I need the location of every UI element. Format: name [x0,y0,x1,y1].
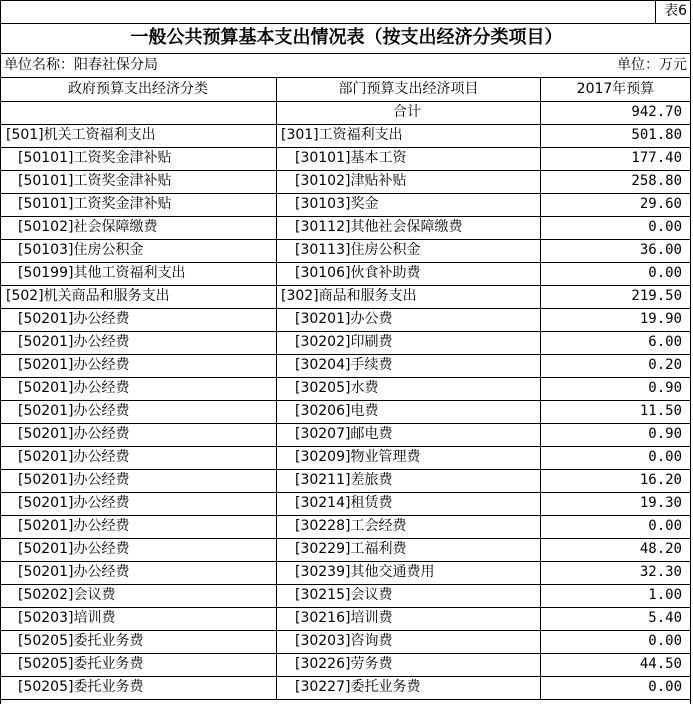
budget-value-cell: 5.40 [648,610,682,626]
gov-class-cell: [50205]委托业务费 [18,633,144,649]
grid-line [690,0,691,704]
dept-item-cell: [30229]工福利费 [295,541,407,557]
gov-class-cell: [50102]社会保障缴费 [18,219,158,235]
grid-line [0,0,690,1]
budget-value-cell: 177.40 [631,150,682,166]
gov-class-cell: [50201]办公经费 [18,334,130,350]
dept-item-cell: [301]工资福利支出 [281,127,403,143]
gov-class-cell: [50202]会议费 [18,587,116,603]
gov-class-cell: [502]机关商品和服务支出 [6,288,170,304]
budget-value-cell: 501.80 [631,127,682,143]
budget-value-cell: 0.00 [648,219,682,235]
budget-value-cell: 0.00 [648,449,682,465]
dept-item-cell: [30205]水费 [295,380,379,396]
budget-value-cell: 48.20 [639,541,682,557]
dept-item-cell: [30101]基本工资 [295,150,407,166]
grid-line [0,0,1,704]
total-value: 942.70 [631,104,682,120]
gov-class-cell: [50201]办公经费 [18,564,130,580]
header-gov-class: 政府预算支出经济分类 [68,81,208,97]
grid-line [0,699,690,700]
unit-currency: 单位：万元 [617,57,687,73]
dept-item-cell: [30228]工会经费 [295,518,407,534]
dept-item-cell: [30227]委托业务费 [295,679,421,695]
dept-item-cell: [30102]津贴补贴 [295,173,407,189]
dept-item-cell: [30204]手续费 [295,357,393,373]
gov-class-cell: [50201]办公经费 [18,472,130,488]
gov-class-cell: [50199]其他工资福利支出 [18,265,186,281]
gov-class-cell: [50101]工资奖金津补贴 [18,173,172,189]
gov-class-cell: [50205]委托业务费 [18,656,144,672]
dept-item-cell: [30207]邮电费 [295,426,393,442]
dept-item-cell: [30112]其他社会保障缴费 [295,219,463,235]
budget-value-cell: 29.60 [639,196,682,212]
budget-value-cell: 219.50 [631,288,682,304]
budget-value-cell: 44.50 [639,656,682,672]
dept-item-cell: [30206]电费 [295,403,379,419]
budget-value-cell: 0.90 [648,426,682,442]
gov-class-cell: [50205]委托业务费 [18,679,144,695]
dept-item-cell: [30226]劳务费 [295,656,393,672]
page-title: 一般公共预算基本支出情况表（按支出经济分类项目） [130,27,563,48]
budget-value-cell: 0.90 [648,380,682,396]
budget-value-cell: 0.00 [648,265,682,281]
budget-value-cell: 0.00 [648,679,682,695]
dept-item-cell: [30215]会议费 [295,587,393,603]
gov-class-cell: [50101]工资奖金津补贴 [18,150,172,166]
dept-item-cell: [30203]咨询费 [295,633,393,649]
dept-item-cell: [30216]培训费 [295,610,393,626]
budget-value-cell: 0.20 [648,357,682,373]
total-label: 合计 [393,104,421,120]
budget-value-cell: 36.00 [639,242,682,258]
dept-item-cell: [30209]物业管理费 [295,449,421,465]
gov-class-cell: [50201]办公经费 [18,426,130,442]
gov-class-cell: [50201]办公经费 [18,403,130,419]
gov-class-cell: [50201]办公经费 [18,449,130,465]
gov-class-cell: [50201]办公经费 [18,495,130,511]
dept-item-cell: [30239]其他交通费用 [295,564,435,580]
budget-value-cell: 19.30 [639,495,682,511]
gov-class-cell: [50201]办公经费 [18,311,130,327]
gov-class-cell: [50201]办公经费 [18,380,130,396]
header-year-budget: 2017年预算 [576,81,655,97]
table-number-tag: 表6 [664,3,687,19]
gov-class-cell: [50201]办公经费 [18,518,130,534]
budget-value-cell: 6.00 [648,334,682,350]
budget-value-cell: 1.00 [648,587,682,603]
gov-class-cell: [50203]培训费 [18,610,116,626]
dept-item-cell: [30202]印刷费 [295,334,393,350]
dept-item-cell: [30201]办公费 [295,311,393,327]
header-dept-item: 部门预算支出经济项目 [338,81,479,97]
budget-value-cell: 19.90 [639,311,682,327]
dept-item-cell: [30113]住房公积金 [295,242,421,258]
grid-line [655,0,656,23]
unit-name: 单位名称：阳春社保分局 [4,57,158,73]
budget-value-cell: 0.00 [648,633,682,649]
budget-value-cell: 32.30 [639,564,682,580]
dept-item-cell: [30106]伙食补助费 [295,265,421,281]
budget-value-cell: 0.00 [648,518,682,534]
gov-class-cell: [50103]住房公积金 [18,242,144,258]
budget-value-cell: 11.50 [639,403,682,419]
budget-value-cell: 258.80 [631,173,682,189]
dept-item-cell: [30211]差旅费 [295,472,393,488]
dept-item-cell: [30103]奖金 [295,196,379,212]
gov-class-cell: [50201]办公经费 [18,541,130,557]
gov-class-cell: [501]机关工资福利支出 [6,127,156,143]
dept-item-cell: [30214]租赁费 [295,495,393,511]
dept-item-cell: [302]商品和服务支出 [281,288,417,304]
budget-value-cell: 16.20 [639,472,682,488]
gov-class-cell: [50201]办公经费 [18,357,130,373]
gov-class-cell: [50101]工资奖金津补贴 [18,196,172,212]
